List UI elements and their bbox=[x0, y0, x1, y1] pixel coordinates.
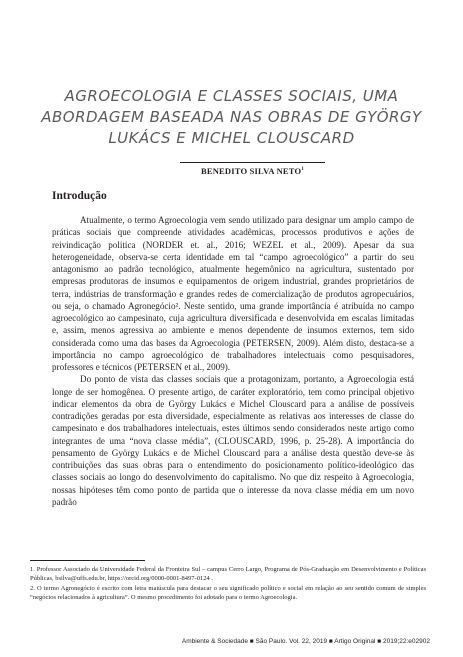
article-title: AGROECOLOGIA E CLASSES SOCIAIS, UMA ABORDAGEM BASEADA NAS OBRAS DE GYÖRGY LUKÁCS E MICHEL CLOUSCARD bbox=[41, 87, 422, 148]
footnotes bbox=[30, 565, 426, 603]
body-paragraph: Do ponto de vista das classes sociais que a protagonizam, portanto, a Agroecologia está longe de ser homogênea. O presente artigo, de caráter exploratório, tem como principal objetivo indicar elementos da obra de György Lukács e Michel Clouscard para a análise de possíveis contradições geradas por esta diversidade, especialmente as relativas aos interesses de classe do campesinato e dos trabalhadores intelectuais, estes últimos sendo considerados neste artigo como integrantes de uma “nova classe média”, (CLOUSCARD, 1996, p. 25-28). A importância do pensamento de György Lukács e de Michel Clouscard para a análise desta questão deve-se às contribuições das suas obras para o entendimento do posicionamento político-ideológico das classes sociais ao longo do desenvolvimento do capitalismo. No que diz respeito à Agroecologia, nossas hipóteses têm como ponto de partida que o interesse da nova classe média em um novo padrão bbox=[52, 374, 414, 507]
body-paragraph: Atualmente, o termo Agroecologia vem sendo utilizado para designar um amplo campo de práticas sociais que compreende atividades acadêmicas, processos produtivos e ações de reivindicação política (NORDER et. al., 2016; WEZEL et al., 2009). Apesar da sua heterogeneidade, observa-se certa identidade em tal “campo agroecológico” a partir do seu antagonismo ao padrão tecnológico, atualmente hegemônico na agricultura, sustentado por empresas produtoras de insumos e equipamentos de origem industrial, grandes proprietários de terra, indústrias de transformação e grandes redes de comercialização de produtos agropecuários, ou seja, o chamado Agronegócio². Neste sentido, uma grande importância é atribuída no campo agroecológico ao campesinato, cuja agricultura diversificada e desenvolvida em escalas limitadas e, assim, menos agressiva ao ambiente e menos dependente de insumos externos, tem sido considerada como uma das bases da Agroecologia (PETERSEN, 2009). Além disto, destaca-se a importância no campo agroecológico de trabalhadores intelectuais como pesquisadores, professores e técnicos (PETERSEN et al., 2009). bbox=[52, 215, 414, 372]
author-name: BENEDITO SILVA NETO bbox=[200, 166, 302, 176]
footnote: 1. Professor Associado da Universidade Federal da Fronteira Sul – campus Cerro Largo, Programa de Pós-Graduação em Desenvolvimento e Políticas Públicas, bsilva@uffs.edu.br, https://orcid.org/0000-0001-8497-0124 . bbox=[30, 566, 426, 582]
footnote-divider bbox=[30, 560, 145, 561]
footnote: 2. O termo Agronegócio é escrito com letra maiúscula para destacar o seu significado político e social em relação ao seu sentido comum de simples “negócios relacionados à agricultura”. O mesmo procedimento foi adotado para o termo Agroecologia. bbox=[30, 585, 426, 601]
running-footer: Ambiente & Sociedade ■ São Paulo. Vol. 22, 2019 ■ Artigo Original ■ 2019;22:e02902 bbox=[181, 638, 430, 645]
section-heading: Introdução bbox=[52, 190, 107, 202]
body-text bbox=[52, 214, 414, 508]
author-divider bbox=[180, 162, 325, 163]
author-footnote-marker: 1 bbox=[301, 167, 305, 173]
author-line bbox=[180, 166, 325, 176]
